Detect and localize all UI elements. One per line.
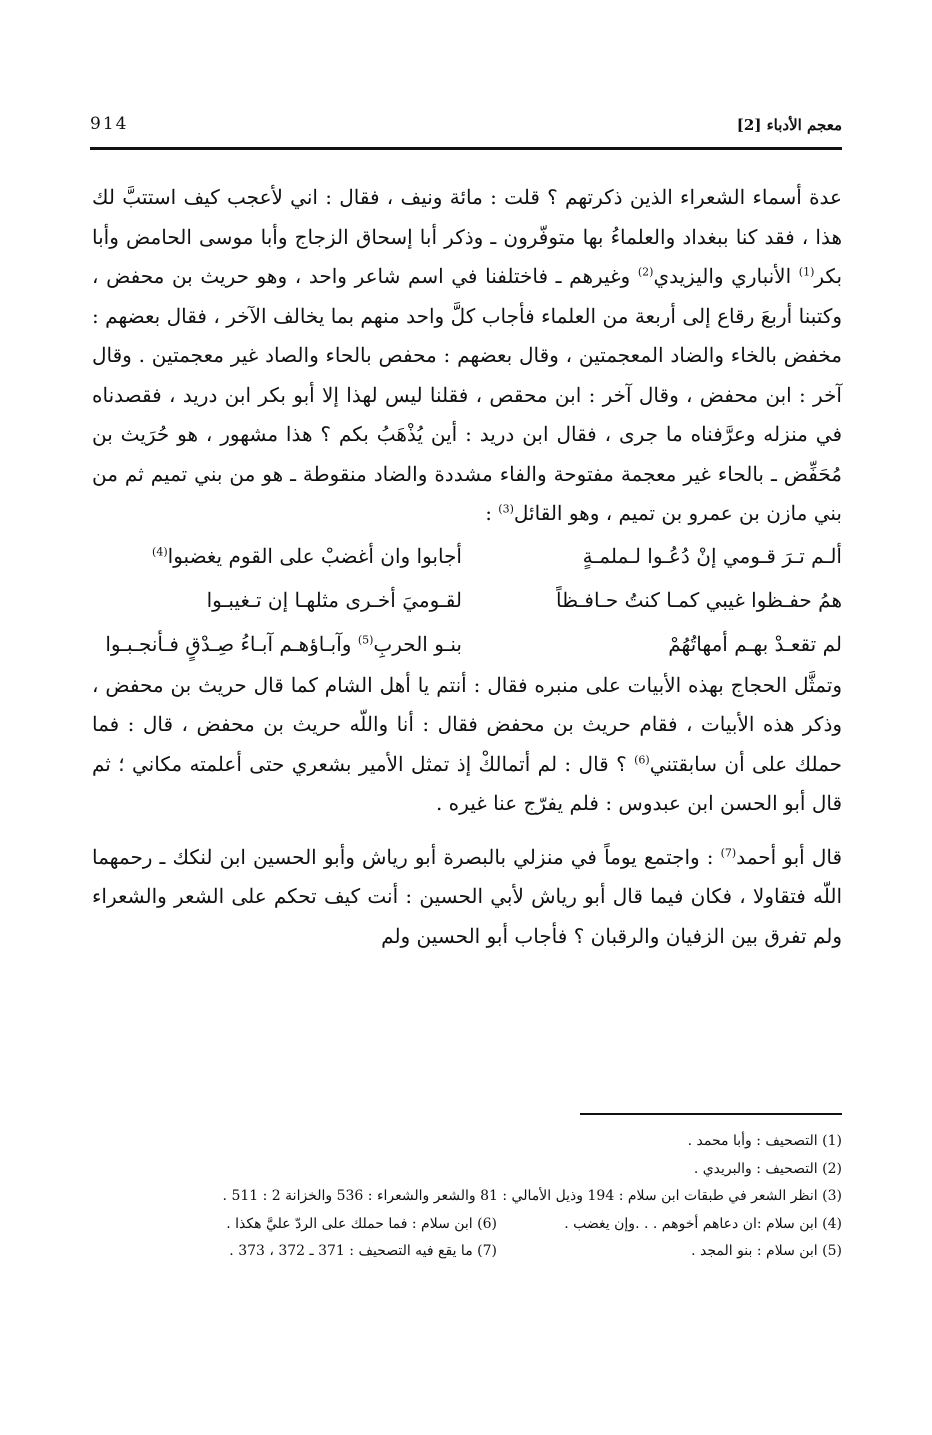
- page-number: 914: [90, 114, 129, 134]
- footnote-ref: (1): [798, 265, 815, 279]
- paragraph-1-continued: [92, 666, 842, 824]
- text-line: عدة أسماء الشعراء الذين ذكرتهم ؟ قلت : مائة ونيف ، فقال : اني لأعجب كيف: [183, 185, 842, 209]
- footnotes: [92, 1128, 842, 1266]
- verse-text: لقـوميَ أخـرى مثلهـا إن تـغيبـوا: [206, 587, 462, 612]
- text-line: الأمير بشعري حتى أعلمته مكاني ؛ ثم قال أبو الحسن ابن عبدوس : فلم يفرّج عنا: [92, 751, 842, 815]
- verse-text: بنـو الحربِ: [373, 631, 462, 656]
- text-line: واحد منهم بما يخالف الآخر ، فقال بعضهم : مخفض بالخاء والضاد المعجمتين ،: [92, 303, 842, 367]
- text-line: موسى الحامض وأبا بكر: [92, 224, 843, 288]
- verse-hemistich-first: [472, 578, 842, 622]
- text-line: ما جرى ، فقال ابن دريد : أين يُذْهَبُ بكم ؟ هذا مشهور ، هو حُرَيث بن مُحَفِّض ـ: [92, 422, 843, 486]
- footnote-rule: [580, 1113, 842, 1115]
- footnote-7: (7) ما يقع فيه التصحيف : 371 ـ 372 ، 373 .: [229, 1243, 497, 1259]
- text-line: حريث بن محفض ، قال : فما حملك على أن سابقتني: [92, 712, 843, 776]
- footnote-6: (6) ابن سلام : فما حملك على الردّ عليَّ هكذا .: [226, 1215, 497, 1232]
- verse-text: ألـم تـرَ قـومي إنْ دُعُـوا لـملمـةٍ: [582, 543, 842, 568]
- paragraph-2: [92, 838, 842, 957]
- verse-text: أجابوا وان أغضبْ على القوم يغضبوا: [167, 543, 462, 568]
- verse-text: وآبـاؤهـم آبـاءُ صِـدْقٍ فـأنجـبـوا: [105, 631, 352, 656]
- text-line: : واجتمع يوماً في منزلي بالبصرة أبو رياش وأبو الحسين ابن: [219, 844, 714, 869]
- text-line: غيره .: [435, 791, 487, 815]
- footnote-ref: (6): [634, 752, 650, 766]
- text-line: وغيرهم ـ فاختلفنا في اسم شاعر: [354, 264, 631, 288]
- verse-text: همُ حفـظوا غيبي كمـا كنتُ حـافـظاً: [556, 587, 842, 612]
- running-header: [90, 112, 842, 144]
- text-line: استتبَّ لك هذا ، فقد كنا ببغداد والعلماءُ بها متوفّرون ـ وذكر أبا إسحاق الزجاج وأبا: [92, 185, 842, 249]
- footnote-ref: (5): [357, 632, 374, 646]
- footnote-row: [92, 1238, 842, 1266]
- text-line: الأنباري واليزيدي: [653, 264, 792, 288]
- text-line: :: [485, 501, 492, 525]
- verse-line: [92, 578, 842, 622]
- verse-hemistich-second: [92, 534, 462, 578]
- footnote-5: (5) ابن سلام : بنو المجد .: [691, 1243, 842, 1259]
- footnote-2: (2) التصحيف : والبريدي .: [693, 1160, 842, 1177]
- text-line: واحد ، وهو حريث بن محفض ، وكتبنا أربعَ رقاع إلى أربعة من العلماء فأجاب كلَّ: [92, 264, 843, 328]
- book-title: معجم الأدباء [2]: [736, 116, 842, 134]
- footnote-1: (1) التصحيف : وأبا محمد .: [687, 1133, 842, 1149]
- text-line: تحكم على الشعر والشعراء ولم تفرق بين الزفيان والرقبان ؟ فأجاب أبو الحسين ولم: [92, 884, 842, 948]
- text-line: لنكك ـ رحمهما اللّه فتقاولا ، فكان فيما قال أبو رياش لأبي الحسين : أنت كيف: [92, 844, 843, 908]
- verse-hemistich-second: [92, 578, 462, 622]
- footnote-3: (3) انظر الشعر في طبقات ابن سلام : 194 وذيل الأمالي : 81 والشعر والشعراء : 536 والخزانة 2 : 511 .: [222, 1188, 842, 1204]
- paragraph-1: [92, 178, 842, 534]
- text-line: مازن بن عمرو بن تميم ، وهو القائل: [513, 501, 808, 525]
- verse-hemistich-first: [472, 622, 842, 666]
- header-rule: [90, 147, 842, 150]
- verse-line: [92, 534, 842, 578]
- verse-hemistich-second: [92, 622, 462, 666]
- footnote-ref: (4): [152, 544, 168, 558]
- footnote-ref: (7): [720, 845, 737, 859]
- footnote-row: [92, 1211, 842, 1239]
- text-line: ؟ قال : لم أتمالكْ إذ تمثل: [411, 751, 627, 776]
- verse-line: [92, 622, 842, 666]
- footnote-ref: (2): [637, 265, 654, 279]
- text-line: قال أبو أحمد: [736, 844, 843, 869]
- footnote-4: (4) ابن سلام :ان دعاهم أخوهم . . .وإن يغضب .: [564, 1215, 842, 1232]
- text-line: آخر : ابن محقص ، فقلنا ليس لهذا إلا أبو بكر ابن دريد ، فقصدناه في منزله وعرَّفناه: [92, 382, 843, 446]
- text-line: وقال بعضهم : محفص بالحاء والصاد غير معجمتين . وقال آخر : ابن محفض ، وقال: [92, 343, 842, 407]
- main-text: [92, 178, 842, 956]
- text-line: بالحاء غير معجمة مفتوحة والفاء مشددة والضاد منقوطة ـ هو من بني تميم ثم من بني: [92, 461, 842, 525]
- text-line: وتمثَّل الحجاج بهذه الأبيات على منبره فقال : أنتم يا أهل الشام كما قال: [253, 672, 842, 697]
- poem-verses: [92, 534, 842, 666]
- verse-text: لم تقعـدْ بهـم أمهاتُهُمْ: [668, 631, 842, 656]
- footnote-ref: (3): [498, 502, 514, 516]
- verse-hemistich-first: [472, 534, 842, 578]
- text-line: حريث بن محفض ، وذكر هذه الأبيات ، فقام حريث بن محفض فقال : أنا واللّه: [92, 672, 843, 736]
